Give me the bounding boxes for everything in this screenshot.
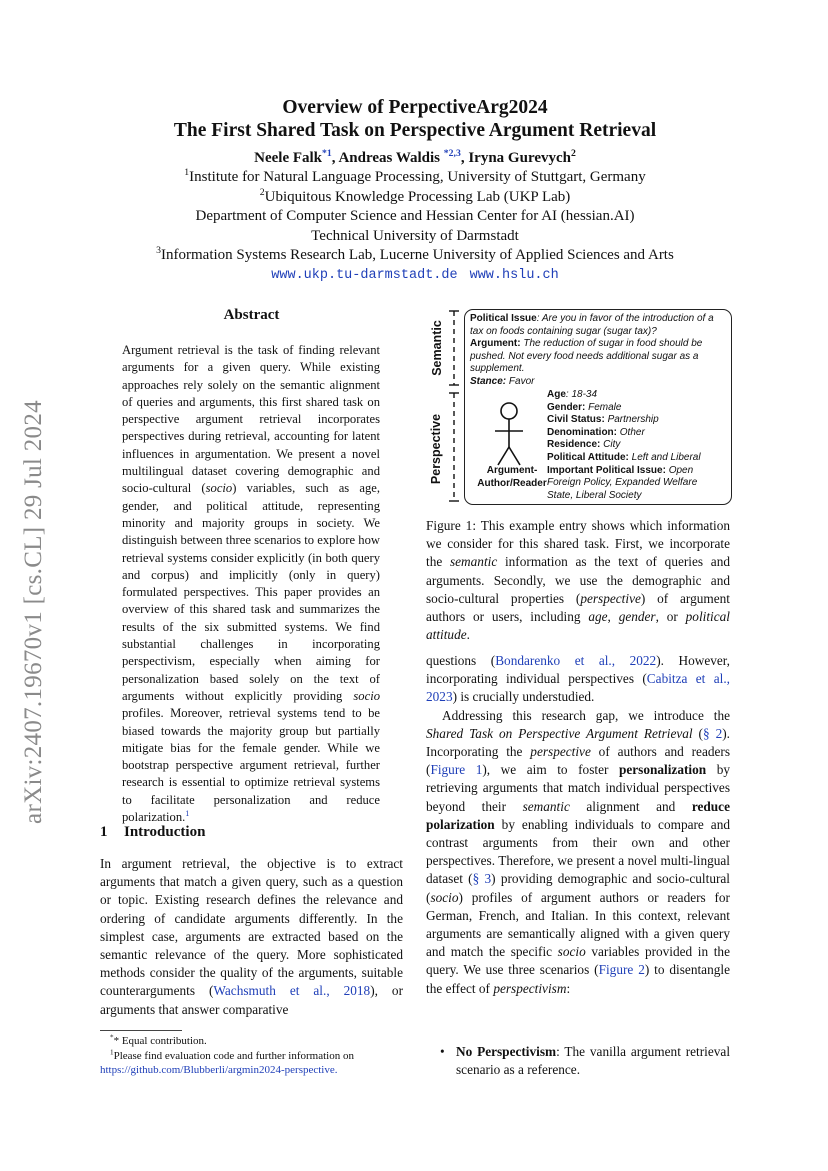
- affiliation-1: [100, 168, 730, 188]
- paper-title-line1: Overview of PerpectiveArg2024: [282, 97, 548, 118]
- caption-text: information as the text of queries and arguments. Secondly, we use the demographic and socio-cultural properties (: [426, 554, 730, 606]
- author-name: Neele Falk: [254, 150, 323, 166]
- aff-text: Institute for Natural Language Processing, University of Stuttgart, Germany: [189, 169, 646, 185]
- key: Stance:: [470, 375, 507, 387]
- caption-italic: semantic: [449, 554, 498, 570]
- paragraph-research-gap: Addressing this research gap, we introduce the Shared Task on Perspective Argument Retrieval (§ 2). Incorporating the perspective of authors and readers (Figure 1), we aim to foster personalization by retrieving arguments that match individual perspectives beyond their semantic alignment and reduce polarization by enabling individuals to compare and contrast arguments from their own and other perspectives. Therefore, we present a novel multi-lingual dataset (§ 3) providing demographic and socio-cultural (socio) profiles of argument authors or readers for German, French, and Italian. In this context, relevant arguments are semantically aligned with a given query and match the specific socio variables provided in the query. We use three scenarios (Figure 2) to disentangle the effect of perspectivism:: [426, 707, 730, 996]
- argument: [470, 338, 724, 376]
- author-sup: *1: [322, 148, 332, 159]
- value: Open Foreign Policy, Expanded Welfare State, Liberal Society: [547, 464, 698, 501]
- url-hslu-link[interactable]: www.hslu.ch: [469, 267, 559, 283]
- url-line: [100, 266, 730, 285]
- abstract-italic: socio: [205, 481, 233, 496]
- key: Residence:: [547, 439, 601, 451]
- person-label: [472, 465, 552, 490]
- section-title: Introduction: [124, 824, 206, 840]
- footnote-rule: [100, 1030, 182, 1031]
- figure-caption: [426, 517, 730, 644]
- section-ref-link[interactable]: § 3: [472, 871, 492, 887]
- value: Female: [585, 401, 622, 413]
- value: The reduction of sugar in food should be pushed. Not every food needs additional sugar as a supplement.: [470, 338, 703, 375]
- author-list: [100, 148, 730, 168]
- footnote-equal-contribution: [100, 1034, 403, 1049]
- affiliation-2c: Technical University of Darmstadt: [311, 227, 519, 244]
- caption-text: .: [466, 627, 470, 643]
- caption-italic: gender: [618, 609, 656, 625]
- aff-sup: 2: [259, 186, 265, 198]
- caption-text: , or: [655, 609, 686, 625]
- paper-title-line2: The First Shared Task on Perspective Argument Retrieval: [173, 120, 657, 141]
- aff-sup: 1: [184, 167, 190, 178]
- intro-paragraph: [100, 855, 403, 1019]
- abstract-body: [122, 342, 380, 826]
- section-number: 1: [100, 824, 108, 840]
- value: Other: [617, 426, 645, 438]
- abstract-heading: Abstract: [223, 307, 280, 323]
- key: Civil Status:: [547, 414, 605, 426]
- key: Denomination:: [547, 426, 617, 438]
- caption-italic: political attitude: [426, 609, 730, 643]
- key: Argument:: [470, 338, 521, 350]
- author-sup: 2: [571, 148, 576, 159]
- key: Gender:: [547, 401, 586, 413]
- abstract-text: Argument retrieval is the task of finding relevant arguments for a given query. While existing approaches rely solely on the semantic alignment of queries and arguments, this first shared task on perspective argument retrieval incorporates perspectives during retrieval, accounting for latent influences in argumentation. We present a novel multilingual dataset covering demographic and socio-cultural (: [122, 343, 380, 496]
- label-semantic: Semantic: [430, 320, 444, 376]
- author-sup: *2,3: [443, 148, 461, 159]
- caption-italic: perspective: [580, 590, 641, 606]
- aff-text: Ubiquitous Knowledge Processing Lab (UKP Lab): [264, 188, 571, 205]
- figure-1: [426, 305, 730, 505]
- figure-ref-link[interactable]: Figure 2: [598, 962, 645, 978]
- citation-link[interactable]: Bondarenko et al., 2022: [495, 653, 657, 668]
- arxiv-sidebar-stamp: [14, 372, 54, 852]
- url-ukp-link[interactable]: www.ukp.tu-darmstadt.de: [271, 267, 458, 283]
- value: : 18-34: [565, 389, 598, 400]
- key: Political Attitude:: [547, 451, 629, 463]
- footnote-text: Please find evaluation code and further information on: [113, 1049, 354, 1062]
- affiliation-3: [100, 246, 730, 266]
- footnote-text: * Equal contribution.: [113, 1035, 207, 1047]
- value: Favor: [506, 375, 535, 387]
- stance: [470, 376, 724, 389]
- affiliation-2b: Department of Computer Science and Hessian Center for AI (hessian.AI): [195, 208, 635, 224]
- political-issue: [470, 313, 724, 338]
- footnote-link[interactable]: 1: [185, 808, 190, 818]
- caption-text: ) of argument authors or users, including: [426, 590, 730, 625]
- value: City: [600, 439, 621, 451]
- label-perspective: Perspective: [429, 413, 443, 485]
- aff-text: Information Systems Research Lab, Lucerne University of Applied Sciences and Arts: [161, 247, 674, 263]
- intro-text: In argument retrieval, the objective is to extract arguments that match a given query, such as a question or topic. Existing research defines the relevance and ordering of candidate arguments differently. In the simplest case, arguments are extracted based on the semantic relevance of the query. More sophisticated methods consider the quality of the arguments, suitable counterarguments (: [100, 856, 403, 999]
- perspective-info: [547, 389, 725, 502]
- semantic-info: [470, 313, 724, 389]
- paragraph-continuation: questions (Bondarenko et al., 2022). However, incorporating individual perspectives (Cabitza et al., 2023) is crucially understudied.: [426, 653, 730, 705]
- value: Left and Liberal: [628, 451, 701, 463]
- section-heading: [100, 824, 205, 841]
- affiliation-2: [100, 188, 730, 208]
- list-item: [440, 1043, 730, 1079]
- person-label-line: Author/Reader: [477, 477, 547, 489]
- section-ref-link[interactable]: § 2: [702, 725, 723, 741]
- abstract-italic: socio: [353, 688, 380, 703]
- caption-text: ,: [607, 609, 619, 625]
- caption-italic: age: [588, 609, 608, 625]
- abstract-text: ) variables, such as age, gender, and political attitude, representing minority and majority groups in society. We distinguish between three scenarios to explore how retrieval systems consider explicitly (in both query and corpus) and implicitly (only in query) formulated perspectives. This paper provides an overview of this shared task and summarizes the results of the six submitted systems. We find substantial challenges in incorporating perspectivism, especially when aiming for personalization based solely on the text of arguments without explicitly providing: [122, 481, 381, 703]
- arxiv-id: arXiv:2407.19670v1 [cs.CL] 29 Jul 2024: [20, 400, 47, 824]
- footnote-code: [100, 1049, 403, 1078]
- citation-link[interactable]: Cabitza et al., 2023: [426, 671, 730, 705]
- footnote-mark: 1: [110, 1047, 114, 1056]
- github-link[interactable]: https://github.com/Blubberli/argmin2024-perspective.: [100, 1064, 338, 1076]
- value: Partnership: [604, 414, 659, 426]
- key: Age: [547, 389, 566, 400]
- bullet-dot: •: [440, 1044, 445, 1059]
- key: Political Issue: [470, 313, 537, 324]
- abstract-text: profiles. Moreover, retrieval systems tend to be biased towards the majority group but partially mitigate bias for the female gender. While we bootstrap perspective argument retrieval, further research is essential to optimize retrieval systems to facilitate personalization and reduce polarization.: [122, 706, 380, 825]
- caption-text: Figure 1: This example entry shows which information we consider for this shared task. First, we incorporate the: [426, 518, 730, 570]
- aff-sup: 3: [156, 245, 162, 256]
- key: Important Political Issue:: [547, 464, 666, 476]
- value: : Are you in favor of the introduction of a tax on foods containing sugar (sugar tax)?: [470, 313, 714, 337]
- citation-link[interactable]: Wachsmuth et al., 2018: [213, 983, 371, 999]
- author-name: , Andreas Waldis: [331, 150, 444, 166]
- person-label-line: Argument-: [486, 465, 538, 476]
- bullet-text: No Perspectivism: The vanilla argument retrieval scenario as a reference.: [456, 1044, 731, 1078]
- figure-ref-link[interactable]: Figure 1: [430, 762, 483, 778]
- right-column-body: [426, 652, 730, 998]
- footnotes: [100, 1034, 403, 1078]
- footnote-mark: *: [110, 1033, 114, 1042]
- author-name: , Iryna Gurevych: [460, 150, 571, 166]
- title-block: [100, 96, 730, 285]
- intro-text: ), or arguments that answer comparative: [100, 983, 403, 1017]
